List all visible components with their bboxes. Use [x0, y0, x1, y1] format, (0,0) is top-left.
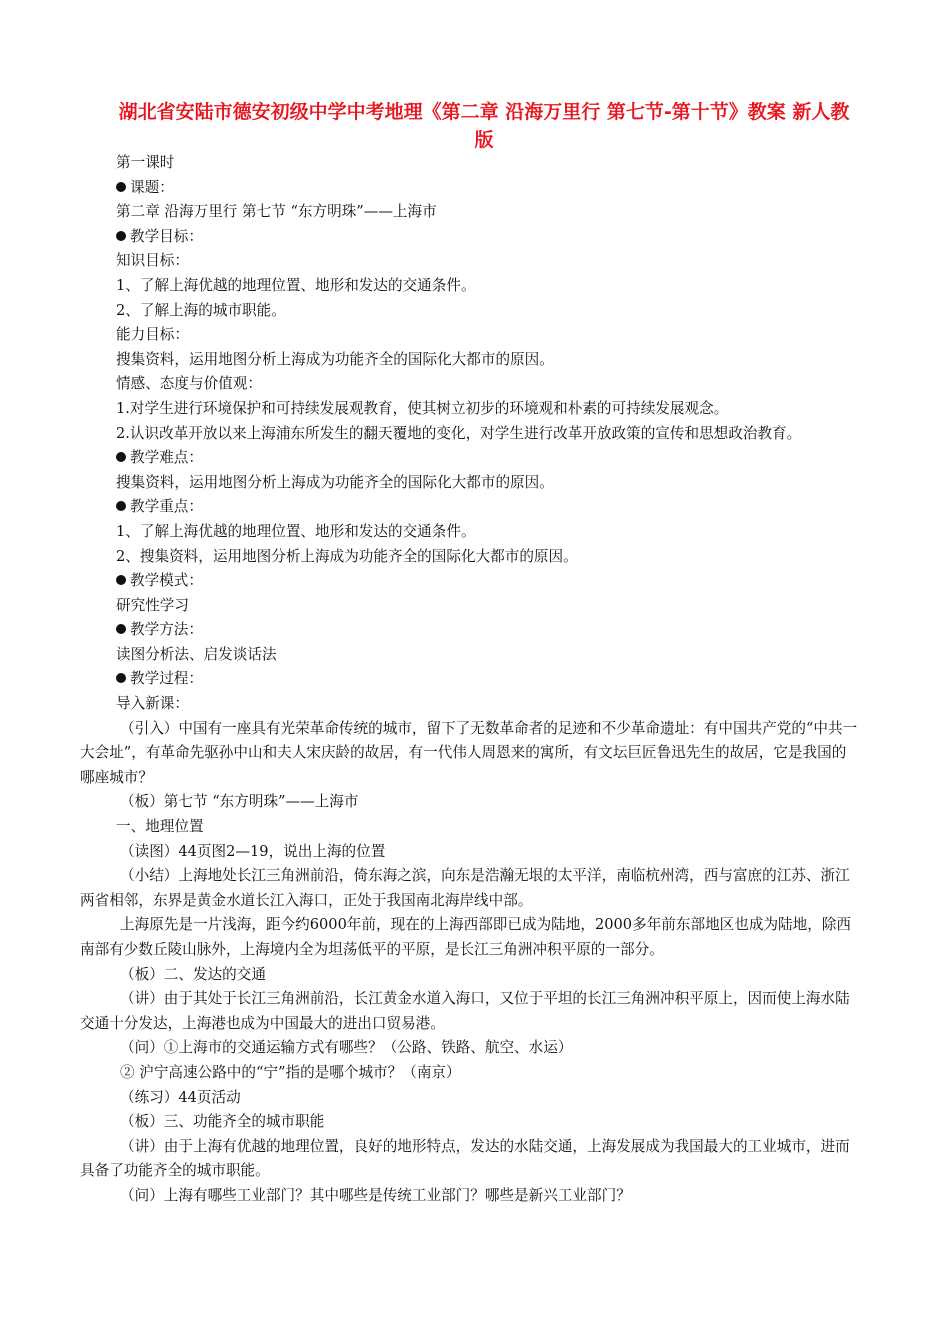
paragraph — [80, 422, 858, 447]
paragraph-text: 2.认识改革开放以来上海浦东所发生的翻天覆地的变化，对学生进行改革开放政策的宣传和思想政治教育。 — [116, 424, 802, 442]
paragraph — [80, 200, 858, 225]
bullet-icon — [116, 624, 126, 634]
paragraph — [80, 1135, 858, 1184]
paragraph-text: 2、搜集资料，运用地图分析上海成为功能齐全的国际化大都市的原因。 — [116, 547, 578, 565]
paragraph-text: （引入）中国有一座具有光荣革命传统的城市，留下了无数革命者的足迹和不少革命遗址：有中国共产党的“中共一大会址”，有革命先驱孙中山和夫人宋庆龄的故居，有一代伟人周恩来的寓所，有文坛巨匠鲁迅先生的故居，它是我国的哪座城市？ — [80, 719, 858, 786]
paragraph-text: 教学重点： — [130, 498, 203, 516]
paragraph-text: 情感、态度与价值观： — [116, 375, 262, 393]
section-heading — [80, 225, 858, 250]
paragraph-text: 读图分析法、启发谈话法 — [116, 645, 277, 663]
paragraph — [80, 913, 858, 962]
paragraph — [80, 643, 858, 668]
paragraph — [80, 692, 858, 717]
paragraph-text: （练习）44页活动 — [120, 1088, 241, 1106]
paragraph-text: （板）三、功能齐全的城市职能 — [120, 1113, 325, 1131]
paragraph — [80, 1184, 858, 1209]
paragraph — [80, 151, 858, 176]
paragraph-text: （读图）44页图2—19，说出上海的位置 — [120, 842, 386, 860]
paragraph-text: 知识目标： — [116, 252, 189, 270]
paragraph-text: 第一课时 — [116, 154, 175, 171]
bullet-icon — [116, 452, 126, 462]
paragraph — [80, 299, 858, 324]
paragraph — [80, 790, 858, 815]
paragraph — [80, 840, 858, 865]
paragraph-text: 导入新课： — [116, 695, 189, 713]
paragraph — [80, 1110, 858, 1135]
paragraph-text: 教学方法： — [130, 621, 203, 639]
document-body — [80, 151, 858, 1209]
document-title: 湖北省安陆市德安初级中学中考地理《第二章 沿海万里行 第七节-第十节》教案 新人教版 — [118, 101, 850, 151]
bullet-icon — [116, 673, 126, 683]
paragraph — [80, 372, 858, 397]
paragraph — [80, 520, 858, 545]
paragraph-text: 搜集资料，运用地图分析上海成为功能齐全的国际化大都市的原因。 — [116, 473, 554, 491]
paragraph — [80, 545, 858, 570]
section-heading — [80, 569, 858, 594]
paragraph-text: 1、了解上海优越的地理位置、地形和发达的交通条件。 — [116, 522, 476, 540]
paragraph-text: 教学目标： — [130, 227, 203, 245]
section-heading — [80, 446, 858, 471]
paragraph — [80, 1061, 858, 1086]
paragraph-text: （小结）上海地处长江三角洲前沿，倚东海之滨，向东是浩瀚无垠的太平洋，南临杭州湾，西与富庶的江苏、浙江两省相邻，东界是黄金水道长江入海口，正处于我国南北海岸线中部。 — [80, 867, 850, 909]
paragraph-text: （讲）由于上海有优越的地理位置，良好的地形特点，发达的水陆交通，上海发展成为我国最大的工业城市，进而具备了功能齐全的城市职能。 — [80, 1137, 850, 1180]
paragraph — [80, 323, 858, 348]
bullet-icon — [116, 231, 126, 241]
section-heading — [80, 667, 858, 692]
paragraph-text: 能力目标： — [116, 326, 189, 344]
paragraph — [80, 348, 858, 373]
paragraph-text: 教学模式： — [130, 572, 203, 590]
paragraph-text: （板）二、发达的交通 — [120, 965, 266, 983]
bullet-icon — [116, 575, 126, 585]
paragraph — [80, 274, 858, 299]
paragraph — [80, 249, 858, 274]
paragraph-text: 一、地理位置 — [116, 818, 204, 836]
paragraph — [80, 471, 858, 496]
paragraph — [80, 397, 858, 422]
paragraph-text: 教学难点： — [130, 449, 203, 467]
paragraph-text: （板）第七节 “东方明珠”——上海市 — [120, 793, 359, 811]
section-heading — [80, 176, 858, 201]
paragraph — [80, 963, 858, 988]
paragraph — [80, 594, 858, 619]
section-heading — [80, 495, 858, 520]
paragraph-text: 1.对学生进行环境保护和可持续发展观教育，使其树立初步的环境观和朴素的可持续发展观念。 — [116, 399, 729, 417]
paragraph-text: ② 沪宁高速公路中的“宁”指的是哪个城市？（南京） — [120, 1063, 461, 1081]
paragraph — [80, 1086, 858, 1111]
paragraph-text: （问）①上海市的交通运输方式有哪些？（公路、铁路、航空、水运） — [120, 1039, 573, 1057]
paragraph — [80, 717, 858, 791]
paragraph-text: 课题： — [130, 178, 174, 196]
paragraph-text: 搜集资料，运用地图分析上海成为功能齐全的国际化大都市的原因。 — [116, 350, 554, 368]
paragraph-text: 上海原先是一片浅海，距今约6000年前，现在的上海西部即已成为陆地，2000多年前东部地区也成为陆地，除西南部有少数丘陵山脉外，上海境内全为坦荡低平的平原，是长江三角洲冲积平原的一部分。 — [80, 916, 852, 958]
paragraph-text: 2、了解上海的城市职能。 — [116, 301, 286, 319]
paragraph-text: 教学过程： — [130, 670, 203, 688]
paragraph-text: 1、了解上海优越的地理位置、地形和发达的交通条件。 — [116, 276, 476, 294]
paragraph-text: 第二章 沿海万里行 第七节 “东方明珠”——上海市 — [116, 203, 437, 221]
paragraph-text: （问）上海有哪些工业部门？其中哪些是传统工业部门？哪些是新兴工业部门？ — [120, 1186, 631, 1204]
section-heading — [80, 618, 858, 643]
bullet-icon — [116, 182, 126, 192]
paragraph-text: （讲）由于其处于长江三角洲前沿，长江黄金水道入海口，又位于平坦的长江三角洲冲积平原上，因而使上海水陆交通十分发达，上海港也成为中国最大的进出口贸易港。 — [80, 990, 850, 1032]
paragraph — [80, 815, 858, 840]
bullet-icon — [116, 501, 126, 511]
paragraph-text: 研究性学习 — [116, 596, 189, 614]
paragraph — [80, 1036, 858, 1061]
paragraph — [80, 987, 858, 1036]
paragraph — [80, 864, 858, 913]
